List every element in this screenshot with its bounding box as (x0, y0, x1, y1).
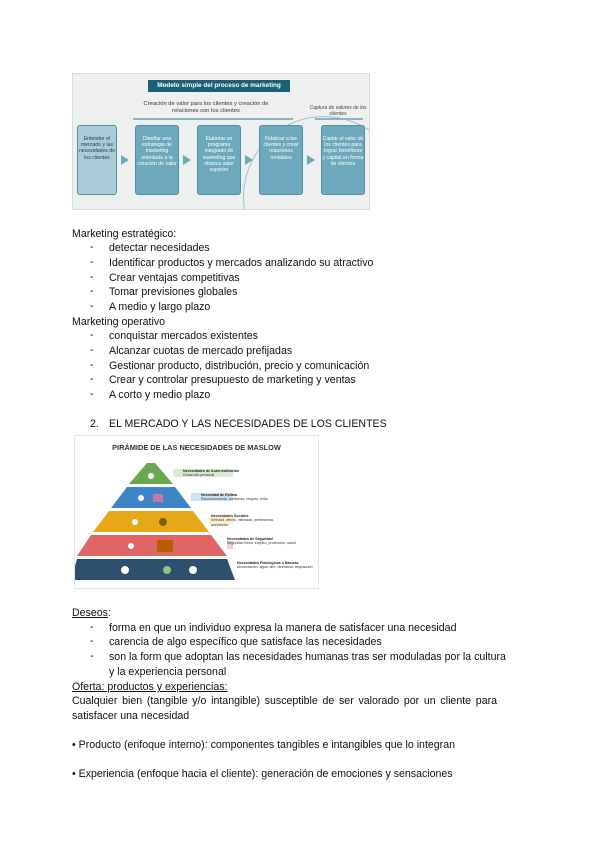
figure-subtitle-left: Creación de valor para los clientes y creación de relaciones con los clientes (143, 101, 269, 114)
level-letter-e: E (141, 468, 147, 477)
producto-bullet: • Producto (enfoque interno): componentes tangibles e intangibles que lo integran (72, 739, 455, 751)
process-step-1: Entender el mercado y las necesidades de los clientes (77, 125, 117, 195)
oferta-heading: Oferta: productos y experiencias: (72, 681, 228, 693)
house-icon (157, 540, 173, 552)
level-letter-d: D (125, 492, 131, 501)
arrow-icon (183, 155, 191, 165)
process-step-5: Captar el valor de los clientes para lograr beneficios y capital en forma de clientes (321, 125, 365, 195)
strategic-heading: Marketing estratégico: (72, 228, 177, 240)
level-letter-a: A (87, 562, 93, 571)
bullet-dash: - (90, 635, 94, 647)
list-item: Tomar previsiones globales (109, 286, 238, 298)
maslow-title: PIRÁMIDE DE LAS NECESIDADES DE MASLOW (112, 443, 281, 452)
list-item: Crear ventajas competitivas (109, 272, 240, 284)
list-item: A corto y medio plazo (109, 389, 211, 401)
pyramid-level-d (111, 487, 191, 508)
experiencia-bullet: • Experiencia (enfoque hacia el cliente): generación de emociones y sensaciones (72, 768, 453, 780)
person-icon (148, 473, 154, 479)
shield-icon (128, 543, 134, 549)
pyramid-level-a (75, 559, 235, 580)
level-c-description: Necesidades Sociales Amistad, afecto, intimidad, pertenencia, aceptación (211, 514, 274, 527)
bullet-dash: - (90, 285, 94, 297)
water-drop-icon (189, 566, 197, 574)
list-item: Alcanzar cuotas de mercado prefijadas (109, 345, 293, 357)
heart-icon (153, 494, 163, 502)
arrow-icon (307, 155, 315, 165)
level-e-description: Necesidades de Autorrealización Desarrollo personal (183, 469, 240, 478)
figure-title: Modelo simple del proceso de marketing (148, 80, 290, 92)
bullet-dash: - (90, 256, 94, 268)
level-letter-b: B (99, 540, 105, 549)
list-item: detectar necesidades (109, 242, 210, 254)
maslow-pyramid-figure (74, 435, 319, 589)
bullet-dash: - (90, 373, 94, 385)
list-item: carencia de algo específico que satisface las necesidades (109, 636, 382, 648)
bullet-dash: - (90, 344, 94, 356)
oferta-text-line-1: Cualquier bien (tangible y/o intangible) susceptible de ser valorado por un cliente para (72, 695, 498, 707)
arrow-icon (245, 155, 253, 165)
bullet-dash: - (90, 300, 94, 312)
section-title: EL MERCADO Y LAS NECESIDADES DE LOS CLIENTES (109, 418, 387, 430)
list-item-continuation: y la experiencia personal (109, 666, 227, 678)
operative-heading: Marketing operativo (72, 316, 166, 328)
process-step-4: Fidelizar a los clientes y crear relaciones rentables (259, 125, 303, 195)
list-item: son la form que adoptan las necesidades humanas tras ser moduladas por la cultura (109, 651, 506, 663)
gear-icon (121, 566, 129, 574)
figure-subtitle-right: Captura de valores de los clientes (309, 105, 367, 117)
food-icon (163, 566, 171, 574)
list-item: Gestionar producto, distribución, precio y comunicación (109, 360, 370, 372)
bullet-dash: - (90, 359, 94, 371)
level-b-description: Necesidades de Seguridad Seguridad física, empleo, protección, salud (227, 537, 296, 546)
list-item: Identificar productos y mercados analizando su atractivo (109, 257, 374, 269)
handshake-icon (159, 518, 167, 526)
trophy-icon (138, 495, 144, 501)
section-number: 2. (90, 418, 99, 430)
bullet-dash: - (90, 650, 94, 662)
people-icon (132, 519, 138, 525)
figure-brace-left (133, 118, 293, 120)
arrow-icon (121, 155, 129, 165)
figure-brace-right (315, 118, 363, 120)
process-step-3: Elaborar un programa integrado de marketing que ofrezca valor superior (197, 125, 241, 195)
bullet-dash: - (90, 329, 94, 341)
level-letter-c: C (111, 516, 117, 525)
marketing-process-figure (72, 73, 370, 210)
list-item: Crear y controlar presupuesto de marketing y ventas (109, 374, 356, 386)
bullet-dash: - (90, 621, 94, 633)
bullet-dash: - (90, 241, 94, 253)
list-item: forma en que un individuo expresa la manera de satisfacer una necesidad (109, 622, 457, 634)
level-d-description: Necesidad de Estima Reconocimiento, confianza, respeto, éxito (201, 493, 268, 502)
bullet-dash: - (90, 388, 94, 400)
bullet-dash: - (90, 271, 94, 283)
list-item: conquistar mercados existentes (109, 330, 258, 342)
level-a-description: Necesidades Fisiológicas o Básicas Alimentación, agua, aire, descanso, respiración (237, 561, 313, 570)
process-step-2: Diseñar una estrategia de marketing orientada a la creación de valor (135, 125, 179, 195)
list-item: A medio y largo plazo (109, 301, 211, 313)
oferta-text-line-2: satisfacer una necesidad (72, 710, 190, 722)
deseos-heading: Deseos: (72, 607, 111, 619)
